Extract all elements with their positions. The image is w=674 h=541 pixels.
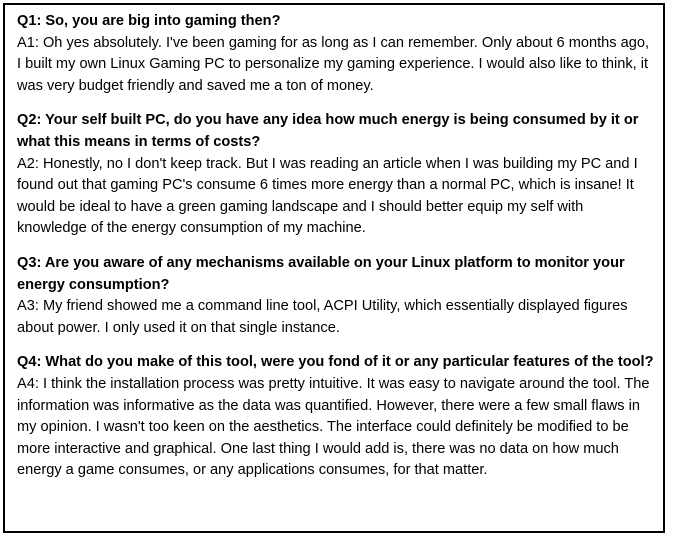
question-4: Q4: What do you make of this tool, were you fond of it or any particular features of the tool? <box>17 354 654 371</box>
answer-3: A3: My friend showed me a command line tool, ACPI Utility, which essentially displayed figures about power. I only used it on that single instance. <box>17 298 628 336</box>
interview-box <box>3 3 665 533</box>
answer-2: A2: Honestly, no I don't keep track. But I was reading an article when I was building my PC and I found out that gaming PC's consume 6 times more energy than a normal PC, which is insane! It would be ideal to have a green gaming landscape and I should better equip my self with knowledge of the energy consumption of my machine. <box>17 155 638 237</box>
qa-block-1 <box>17 11 657 97</box>
answer-4: A4: I think the installation process was pretty intuitive. It was easy to navigate around the tool. The information was informative as the data was quantified. However, there were a few small flaws in my opinion. I wasn't too keen on the aesthetics. The interface could definitely be modified to be more interactive and graphical. One last thing I would add is, there was no data on how much energy a game consumes, or any applications consumes, for that matter. <box>17 375 650 479</box>
qa-block-2 <box>17 110 657 240</box>
question-2: Q2: Your self built PC, do you have any idea how much energy is being consumed by it or what this means in terms of costs? <box>17 112 639 150</box>
qa-block-4 <box>17 352 657 482</box>
interview-content <box>17 11 657 482</box>
answer-1: A1: Oh yes absolutely. I've been gaming for as long as I can remember. Only about 6 months ago, I built my own Linux Gaming PC to personalize my gaming experience. I would also like to think, it was very budget friendly and saved me a ton of money. <box>17 34 650 94</box>
question-1: Q1: So, you are big into gaming then? <box>17 13 281 29</box>
question-3: Q3: Are you aware of any mechanisms available on your Linux platform to monitor your energy consumption? <box>17 254 625 293</box>
qa-block-3 <box>17 253 657 339</box>
